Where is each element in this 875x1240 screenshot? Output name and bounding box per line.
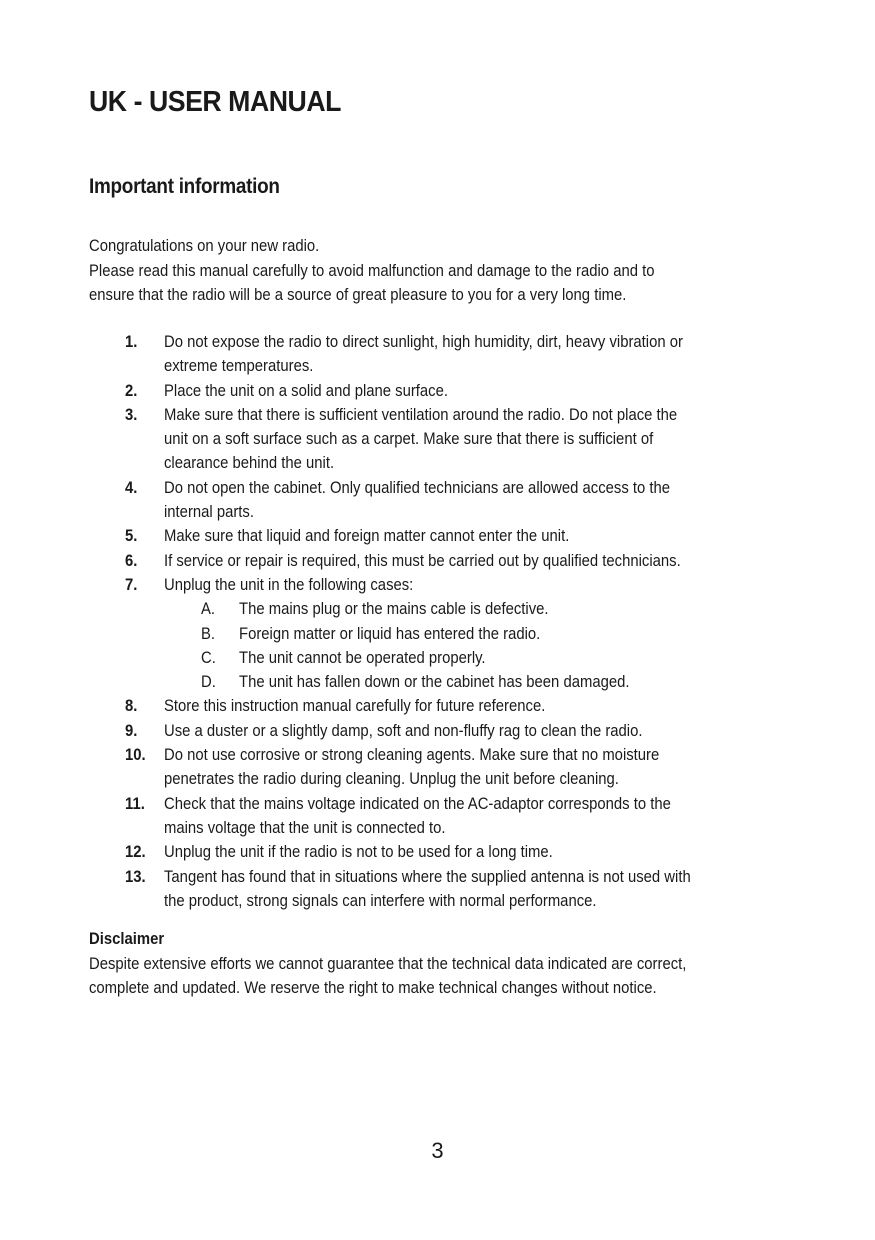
item-text-line: penetrates the radio during cleaning. Unplug the unit before cleaning.: [164, 770, 619, 789]
intro-line: Please read this manual carefully to avoid malfunction and damage to the radio and to: [89, 261, 655, 280]
instruction-item: [125, 549, 815, 573]
disclaimer-section: [89, 927, 809, 1001]
instruction-item: [125, 743, 815, 792]
instruction-item: [125, 719, 815, 743]
item-text-line: Make sure that liquid and foreign matter cannot enter the unit.: [164, 527, 570, 546]
sub-list: [164, 597, 815, 694]
instruction-item: [125, 524, 815, 548]
item-number: 1.: [125, 333, 138, 351]
item-text: [164, 840, 815, 864]
item-text: [164, 792, 815, 841]
item-text-line: the product, strong signals can interfere with normal performance.: [164, 891, 597, 910]
item-text-line: Use a duster or a slightly damp, soft and non-fluffy rag to clean the radio.: [164, 721, 643, 740]
instruction-item: [125, 476, 815, 525]
instruction-item: [125, 573, 815, 694]
instruction-item: [125, 792, 815, 841]
disclaimer-line: complete and updated. We reserve the right to make technical changes without notice.: [89, 979, 657, 997]
instruction-item: [125, 379, 815, 403]
item-text-line: Make sure that there is sufficient ventilation around the radio. Do not place the: [164, 405, 678, 424]
item-text: [164, 573, 815, 597]
item-text: [164, 865, 815, 914]
item-number: 12.: [125, 843, 146, 862]
instruction-item: [125, 694, 815, 718]
sub-item: [164, 646, 815, 670]
item-number: 2.: [125, 381, 138, 400]
item-text-line: If service or repair is required, this must be carried out by qualified technicians.: [164, 551, 681, 570]
sub-item: [164, 622, 815, 646]
item-text-line: Unplug the unit if the radio is not to be used for a long time.: [164, 843, 553, 862]
item-text: [164, 476, 815, 525]
item-text-line: Place the unit on a solid and plane surface.: [164, 381, 448, 400]
item-number: 8.: [125, 697, 138, 716]
section-heading: Important information: [89, 175, 280, 198]
item-text-line: clearance behind the unit.: [164, 454, 335, 473]
item-text-line: Do not use corrosive or strong cleaning agents. Make sure that no moisture: [164, 746, 660, 765]
item-text-line: Do not open the cabinet. Only qualified technicians are allowed access to the: [164, 478, 671, 497]
safety-instructions-list: [125, 330, 815, 913]
intro-paragraph: [89, 234, 789, 308]
sub-item: [164, 597, 815, 621]
item-number: 6.: [125, 551, 138, 570]
page-number: 3: [431, 1138, 444, 1163]
item-number: 11.: [125, 794, 145, 813]
instruction-item: [125, 840, 815, 864]
page-title: UK - USER MANUAL: [89, 86, 342, 118]
sub-item-text: The mains plug or the mains cable is defective.: [239, 600, 549, 619]
intro-line: Congratulations on your new radio.: [89, 237, 320, 255]
sub-item-text: The unit has fallen down or the cabinet has been damaged.: [239, 673, 630, 692]
item-text: [164, 330, 815, 379]
item-text-line: extreme temperatures.: [164, 357, 314, 376]
item-text: [164, 719, 815, 743]
item-text-line: internal parts.: [164, 503, 254, 522]
sub-item-letter: D.: [201, 673, 216, 692]
item-text-line: Store this instruction manual carefully for future reference.: [164, 697, 546, 716]
item-text-line: Do not expose the radio to direct sunlight, high humidity, dirt, heavy vibration or: [164, 333, 683, 351]
item-text: [164, 524, 815, 548]
disclaimer-heading: Disclaimer: [89, 930, 165, 948]
item-text: [164, 403, 815, 476]
item-number: 4.: [125, 478, 138, 497]
disclaimer-line: Despite extensive efforts we cannot guarantee that the technical data indicated are correct,: [89, 954, 687, 973]
item-number: 10.: [125, 746, 146, 765]
item-text-line: Check that the mains voltage indicated on the AC-adaptor corresponds to the: [164, 794, 671, 813]
item-text-line: unit on a soft surface such as a carpet. Make sure that there is sufficient of: [164, 430, 654, 449]
instruction-item: [125, 403, 815, 476]
sub-item-letter: B.: [201, 624, 216, 643]
item-text: [164, 549, 815, 573]
instruction-item: [125, 865, 815, 914]
item-text: [164, 694, 815, 718]
item-number: 13.: [125, 867, 146, 886]
item-number: 9.: [125, 721, 138, 740]
item-number: 7.: [125, 575, 138, 594]
sub-item-text: Foreign matter or liquid has entered the radio.: [239, 624, 541, 643]
item-text-line: mains voltage that the unit is connected to.: [164, 818, 446, 837]
item-text: [164, 743, 815, 792]
item-text-line: Tangent has found that in situations where the supplied antenna is not used with: [164, 867, 691, 886]
intro-line: ensure that the radio will be a source of great pleasure to you for a very long time.: [89, 286, 627, 304]
sub-item-letter: A.: [201, 600, 216, 619]
item-number: 3.: [125, 405, 138, 424]
sub-item-text: The unit cannot be operated properly.: [239, 648, 486, 667]
sub-item-letter: C.: [201, 648, 216, 667]
item-text: [164, 379, 815, 403]
instruction-item: [125, 330, 815, 379]
sub-item: [164, 670, 815, 694]
item-number: 5.: [125, 527, 138, 546]
item-text-line: Unplug the unit in the following cases:: [164, 575, 414, 594]
